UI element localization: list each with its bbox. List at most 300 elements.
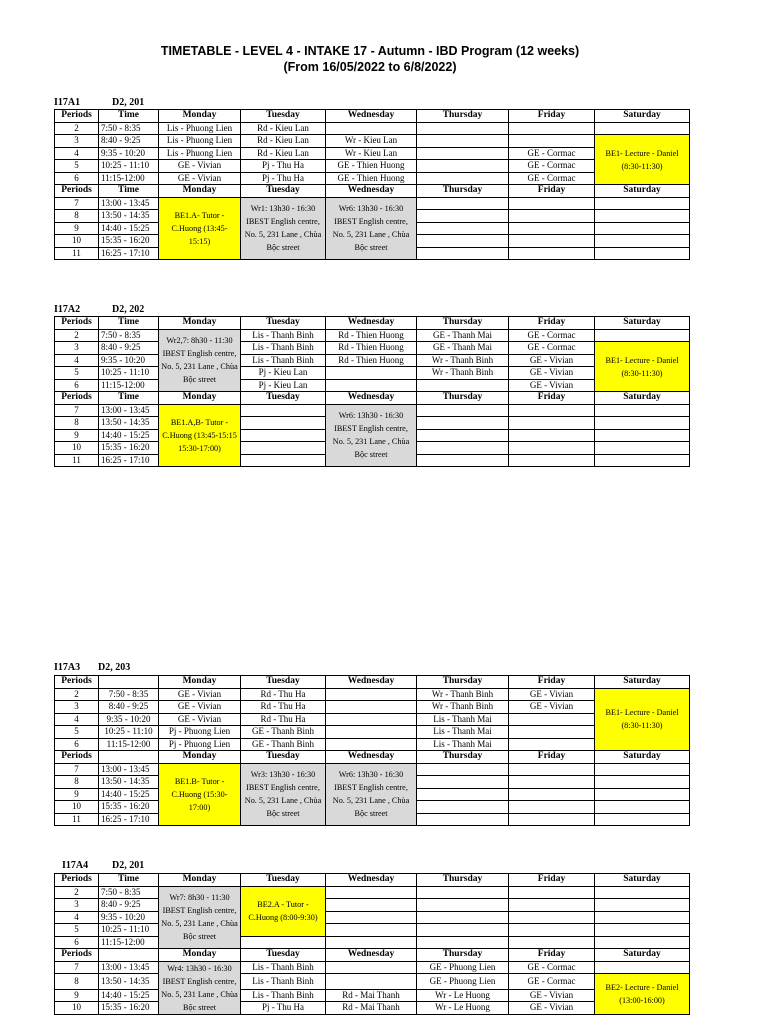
time-cell: 7:50 - 8:35 (99, 329, 159, 342)
table-row (55, 1002, 690, 1015)
class-cell (595, 404, 690, 417)
table-row (55, 342, 690, 355)
time-cell: 10:25 - 11:10 (99, 160, 159, 173)
class-cell (595, 801, 690, 814)
time-cell: 15:35 - 16:20 (99, 235, 159, 248)
table-row (55, 367, 690, 380)
class-cell (509, 899, 595, 912)
table-row (55, 989, 690, 1002)
class-cell: Wr - Le Huong (417, 1002, 509, 1015)
class-cell (595, 197, 690, 210)
period-cell: 11 (55, 247, 99, 260)
class-cell (417, 404, 509, 417)
period-cell: 10 (55, 235, 99, 248)
class-cell: Pj - Thu Ha (241, 160, 326, 173)
tutor-cell: BE1.B- Tutor - C.Huong (15:30-17:00) (159, 763, 241, 826)
page-subtitle: (From 16/05/2022 to 6/8/2022) (283, 60, 457, 74)
table-row (55, 172, 690, 185)
class-code: I17A4 (62, 860, 89, 871)
time-cell: 11:15-12:00 (99, 738, 159, 751)
col-monday: Monday (159, 751, 241, 764)
class-cell (241, 454, 326, 467)
col-thursday: Thursday (417, 949, 509, 962)
period-cell: 3 (55, 342, 99, 355)
time-cell: 11:15-12:00 (99, 936, 159, 949)
class-cell (417, 899, 509, 912)
col-tuesday: Tuesday (241, 751, 326, 764)
class-cell (595, 429, 690, 442)
class-cell: Pj - Kieu Lan (241, 367, 326, 380)
class-cell: Rd - Mai Thanh (326, 1002, 417, 1015)
period-cell: 7 (55, 197, 99, 210)
class-cell (241, 936, 326, 949)
period-cell: 10 (55, 442, 99, 455)
class-cell: Lis - Phuong Lien (159, 147, 241, 160)
class-cell (509, 924, 595, 937)
period-cell: 10 (55, 801, 99, 814)
time-cell: 16:25 - 17:10 (99, 247, 159, 260)
col-tuesday: Tuesday (241, 110, 326, 123)
col-thursday: Thursday (417, 317, 509, 330)
class-cell (509, 788, 595, 801)
class-cell (326, 122, 417, 135)
time-cell: 14:40 - 15:25 (99, 429, 159, 442)
period-cell: 9 (55, 788, 99, 801)
timetable-i17a2 (54, 316, 690, 467)
class-cell (595, 961, 690, 974)
period-cell: 9 (55, 429, 99, 442)
col-saturday: Saturday (595, 874, 690, 887)
class-cell (509, 726, 595, 739)
class-cell (509, 776, 595, 789)
class-cell (417, 936, 509, 949)
col-friday: Friday (509, 317, 595, 330)
col-saturday: Saturday (595, 949, 690, 962)
class-cell (509, 135, 595, 148)
class-cell (417, 776, 509, 789)
time-cell: 15:35 - 16:20 (99, 442, 159, 455)
writing-session-cell: Wr7: 8h30 - 11:30 IBEST English centre, No. 5, 231 Lane , Chùa Bộc street (159, 886, 241, 949)
period-cell: 7 (55, 404, 99, 417)
header-row (55, 110, 690, 123)
time-cell: 16:25 - 17:10 (99, 813, 159, 826)
class-cell (417, 379, 509, 392)
class-cell (417, 442, 509, 455)
class-cell (595, 899, 690, 912)
time-cell: 15:35 - 16:20 (99, 1002, 159, 1015)
header-row (55, 317, 690, 330)
col-time (99, 676, 159, 689)
class-cell: GE - Vivian (509, 1002, 595, 1015)
lecture-cell: BE1- Lecture - Daniel (8:30-11:30) (595, 342, 690, 392)
col-friday: Friday (509, 392, 595, 405)
class-cell (509, 417, 595, 430)
col-tuesday: Tuesday (241, 185, 326, 198)
col-time: Time (99, 110, 159, 123)
col-periods: Periods (55, 185, 99, 198)
lecture-cell: BE1- Lecture - Daniel (8:30-11:30) (595, 135, 690, 185)
class-cell (326, 961, 417, 974)
col-monday: Monday (159, 949, 241, 962)
table-row (55, 197, 690, 210)
table-row (55, 936, 690, 949)
class-cell: GE - Cormac (509, 147, 595, 160)
time-cell: 7:50 - 8:35 (99, 688, 159, 701)
time-cell: 14:40 - 15:25 (99, 222, 159, 235)
class-cell: GE - Vivian (509, 354, 595, 367)
header-row (55, 185, 690, 198)
tutor-cell: BE1.A- Tutor - C.Huong (13:45-15:15) (159, 197, 241, 260)
col-periods: Periods (55, 110, 99, 123)
col-saturday: Saturday (595, 751, 690, 764)
class-cell: Pj - Thu Ha (241, 1002, 326, 1015)
period-cell: 10 (55, 1002, 99, 1015)
col-monday: Monday (159, 110, 241, 123)
class-cell (595, 936, 690, 949)
table-row (55, 763, 690, 776)
class-cell: Wr - Thanh Binh (417, 701, 509, 714)
class-cell (417, 788, 509, 801)
period-cell: 2 (55, 122, 99, 135)
col-friday: Friday (509, 874, 595, 887)
table-row (55, 726, 690, 739)
tutor-cell: BE1.A,B- Tutor - C.Huong (13:45-15:15 15:30-17:00) (159, 404, 241, 467)
class-cell (417, 886, 509, 899)
col-wednesday: Wednesday (326, 676, 417, 689)
col-time: Time (99, 317, 159, 330)
class-cell: Lis - Thanh Binh (241, 354, 326, 367)
class-cell (595, 122, 690, 135)
table-row (55, 135, 690, 148)
class-cell: Wr - Thanh Binh (417, 688, 509, 701)
period-cell: 8 (55, 210, 99, 223)
class-cell: Rd - Thu Ha (241, 701, 326, 714)
time-cell: 13:00 - 13:45 (99, 404, 159, 417)
col-wednesday: Wednesday (326, 392, 417, 405)
period-cell: 8 (55, 417, 99, 430)
col-friday: Friday (509, 949, 595, 962)
time-cell: 8:40 - 9:25 (99, 899, 159, 912)
class-cell: GE - Cormac (509, 342, 595, 355)
time-cell: 9:35 - 10:20 (99, 713, 159, 726)
table-row (55, 122, 690, 135)
class-cell (326, 886, 417, 899)
class-cell: Pj - Kieu Lan (241, 379, 326, 392)
period-cell: 4 (55, 911, 99, 924)
class-cell (509, 210, 595, 223)
class-cell (509, 442, 595, 455)
class-code: I17A2 (54, 304, 81, 315)
class-cell (241, 442, 326, 455)
col-periods: Periods (55, 676, 99, 689)
table-row (55, 147, 690, 160)
class-cell (595, 442, 690, 455)
class-cell (595, 329, 690, 342)
timetable-i17a4 (54, 873, 690, 1015)
table-row (55, 379, 690, 392)
col-saturday: Saturday (595, 317, 690, 330)
col-thursday: Thursday (417, 676, 509, 689)
class-cell: GE - Phuong Lien (417, 961, 509, 974)
period-cell: 5 (55, 367, 99, 380)
col-thursday: Thursday (417, 185, 509, 198)
col-wednesday: Wednesday (326, 751, 417, 764)
class-cell: Lis - Thanh Binh (241, 961, 326, 974)
class-cell (326, 899, 417, 912)
col-saturday: Saturday (595, 110, 690, 123)
col-periods: Periods (55, 949, 99, 962)
class-cell (417, 429, 509, 442)
class-cell (417, 247, 509, 260)
time-cell: 10:25 - 11:10 (99, 726, 159, 739)
class-cell: GE - Vivian (159, 701, 241, 714)
class-cell (326, 974, 417, 990)
class-cell: Rd - Kieu Lan (241, 122, 326, 135)
class-cell (417, 210, 509, 223)
period-cell: 5 (55, 726, 99, 739)
header-row (55, 392, 690, 405)
col-periods: Periods (55, 751, 99, 764)
time-cell: 15:35 - 16:20 (99, 801, 159, 814)
class-cell (595, 235, 690, 248)
table-row (55, 911, 690, 924)
header-row (55, 874, 690, 887)
writing-session-cell: Wr6: 13h30 - 16:30 IBEST English centre, No. 5, 231 Lane , Chùa Bộc street (326, 197, 417, 260)
class-cell (509, 247, 595, 260)
class-cell (595, 776, 690, 789)
class-cell (417, 147, 509, 160)
col-monday: Monday (159, 874, 241, 887)
class-cell (509, 813, 595, 826)
class-cell (417, 924, 509, 937)
class-cell: Lis - Thanh Binh (241, 989, 326, 1002)
class-cell: GE - Thanh Mai (417, 329, 509, 342)
table-row (55, 738, 690, 751)
class-cell: Pj - Phuong Lien (159, 726, 241, 739)
class-cell (509, 454, 595, 467)
col-time (99, 949, 159, 962)
col-time: Time (99, 185, 159, 198)
class-cell (509, 222, 595, 235)
time-cell: 13:50 - 14:35 (99, 776, 159, 789)
class-cell (326, 936, 417, 949)
period-cell: 9 (55, 989, 99, 1002)
class-cell (595, 417, 690, 430)
class-cell: Lis - Phuong Lien (159, 135, 241, 148)
col-thursday: Thursday (417, 392, 509, 405)
col-monday: Monday (159, 676, 241, 689)
lecture-cell: BE2- Lecture - Daniel (13:00-16:00) (595, 974, 690, 1015)
table-row (55, 701, 690, 714)
class-cell (417, 135, 509, 148)
col-periods: Periods (55, 874, 99, 887)
col-wednesday: Wednesday (326, 185, 417, 198)
header-row (55, 751, 690, 764)
class-cell: Rd - Thu Ha (241, 688, 326, 701)
col-time (99, 751, 159, 764)
class-cell: GE - Vivian (159, 172, 241, 185)
col-time: Time (99, 874, 159, 887)
col-tuesday: Tuesday (241, 317, 326, 330)
class-cell: Lis - Thanh Mai (417, 726, 509, 739)
class-cell (241, 404, 326, 417)
class-cell: Lis - Thanh Binh (241, 342, 326, 355)
col-thursday: Thursday (417, 751, 509, 764)
period-cell: 3 (55, 899, 99, 912)
col-periods: Periods (55, 317, 99, 330)
class-cell (417, 222, 509, 235)
class-cell (509, 763, 595, 776)
period-cell: 6 (55, 738, 99, 751)
class-cell: GE - Cormac (509, 974, 595, 990)
class-cell: GE - Cormac (509, 329, 595, 342)
time-cell: 13:50 - 14:35 (99, 210, 159, 223)
time-cell: 10:25 - 11:10 (99, 367, 159, 380)
col-friday: Friday (509, 676, 595, 689)
class-cell (509, 911, 595, 924)
col-wednesday: Wednesday (326, 949, 417, 962)
class-cell (326, 701, 417, 714)
class-cell (509, 738, 595, 751)
time-cell: 8:40 - 9:25 (99, 701, 159, 714)
class-cell (326, 911, 417, 924)
class-cell (509, 936, 595, 949)
class-cell (417, 763, 509, 776)
class-cell: GE - Vivian (509, 701, 595, 714)
timetable-i17a1 (54, 109, 690, 260)
timetable-i17a3 (54, 675, 690, 826)
table-row (55, 961, 690, 974)
class-cell: Rd - Thien Huong (326, 354, 417, 367)
time-cell: 14:40 - 15:25 (99, 788, 159, 801)
time-cell: 8:40 - 9:25 (99, 342, 159, 355)
class-cell: Lis - Thanh Binh (241, 329, 326, 342)
period-cell: 8 (55, 776, 99, 789)
class-cell: GE - Vivian (509, 688, 595, 701)
class-cell (241, 417, 326, 430)
class-cell (417, 172, 509, 185)
class-cell: Rd - Thu Ha (241, 713, 326, 726)
class-cell: GE - Cormac (509, 961, 595, 974)
time-cell: 11:15-12:00 (99, 172, 159, 185)
class-cell (326, 726, 417, 739)
class-cell (326, 379, 417, 392)
class-cell (595, 454, 690, 467)
class-cell: Rd - Thien Huong (326, 329, 417, 342)
col-wednesday: Wednesday (326, 110, 417, 123)
class-cell: Lis - Phuong Lien (159, 122, 241, 135)
class-cell: Rd - Thien Huong (326, 342, 417, 355)
time-cell: 16:25 - 17:10 (99, 454, 159, 467)
class-cell: GE - Cormac (509, 172, 595, 185)
period-cell: 8 (55, 974, 99, 990)
class-cell: Rd - Mai Thanh (326, 989, 417, 1002)
time-cell: 11:15-12:00 (99, 379, 159, 392)
class-code: I17A3 (54, 662, 81, 673)
class-cell: Lis - Thanh Binh (241, 974, 326, 990)
header-row (55, 949, 690, 962)
class-cell (509, 801, 595, 814)
col-monday: Monday (159, 392, 241, 405)
time-cell: 13:50 - 14:35 (99, 974, 159, 990)
class-cell (417, 160, 509, 173)
period-cell: 6 (55, 379, 99, 392)
class-cell: GE - Thanh Binh (241, 726, 326, 739)
table-row (55, 354, 690, 367)
writing-session-cell: Wr3: 13h30 - 16:30 IBEST English centre, No. 5, 231 Lane , Chùa Bộc street (241, 763, 326, 826)
class-cell (595, 210, 690, 223)
time-cell: 9:35 - 10:20 (99, 354, 159, 367)
writing-session-cell: Wr4: 13h30 - 16:30 IBEST English centre, No. 5, 231 Lane , Chùa Bộc street (159, 961, 241, 1014)
col-wednesday: Wednesday (326, 317, 417, 330)
class-cell (417, 801, 509, 814)
class-cell: Wr - Thanh Binh (417, 354, 509, 367)
class-cell: Pj - Phuong Lien (159, 738, 241, 751)
period-cell: 7 (55, 961, 99, 974)
col-tuesday: Tuesday (241, 949, 326, 962)
header-row (55, 676, 690, 689)
class-cell (417, 235, 509, 248)
class-cell (509, 713, 595, 726)
class-cell (509, 404, 595, 417)
writing-session-cell: Wr2,7: 8h30 - 11:30 IBEST English centre, No. 5, 231 Lane , Chùa Bộc street (159, 329, 241, 392)
class-cell (595, 813, 690, 826)
class-cell: GE - Vivian (159, 713, 241, 726)
class-cell (595, 247, 690, 260)
class-cell (326, 713, 417, 726)
class-cell: GE - Thanh Binh (241, 738, 326, 751)
class-cell (595, 222, 690, 235)
col-saturday: Saturday (595, 392, 690, 405)
period-cell: 6 (55, 936, 99, 949)
class-cell: Lis - Thanh Mai (417, 713, 509, 726)
time-cell: 13:00 - 13:45 (99, 763, 159, 776)
class-cell (417, 911, 509, 924)
time-cell: 9:35 - 10:20 (99, 911, 159, 924)
col-thursday: Thursday (417, 110, 509, 123)
col-tuesday: Tuesday (241, 874, 326, 887)
class-cell: GE - Cormac (509, 160, 595, 173)
period-cell: 4 (55, 713, 99, 726)
room-label: D2, 203 (98, 662, 131, 673)
tutor-cell: BE2.A - Tutor - C.Huong (8:00-9:30) (241, 886, 326, 936)
period-cell: 5 (55, 160, 99, 173)
class-cell (595, 886, 690, 899)
class-cell (417, 813, 509, 826)
class-cell (326, 738, 417, 751)
class-cell (417, 197, 509, 210)
col-thursday: Thursday (417, 874, 509, 887)
col-friday: Friday (509, 110, 595, 123)
class-cell: GE - Vivian (509, 379, 595, 392)
col-friday: Friday (509, 185, 595, 198)
col-friday: Friday (509, 751, 595, 764)
period-cell: 3 (55, 701, 99, 714)
room-label: D2, 201 (112, 97, 145, 108)
class-cell: Lis - Thanh Mai (417, 738, 509, 751)
class-cell (509, 197, 595, 210)
col-monday: Monday (159, 185, 241, 198)
period-cell: 7 (55, 763, 99, 776)
time-cell: 9:35 - 10:20 (99, 147, 159, 160)
class-cell (326, 367, 417, 380)
class-cell (509, 886, 595, 899)
period-cell: 2 (55, 688, 99, 701)
time-cell: 8:40 - 9:25 (99, 135, 159, 148)
class-cell (241, 429, 326, 442)
col-tuesday: Tuesday (241, 392, 326, 405)
class-cell: GE - Thien Huong (326, 160, 417, 173)
